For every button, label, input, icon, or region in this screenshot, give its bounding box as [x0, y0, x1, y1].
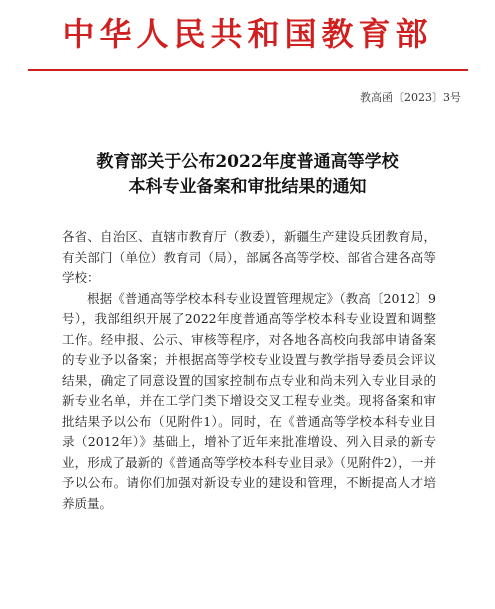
- title-line-2: 本科专业备案和审批结果的通知: [128, 177, 367, 197]
- red-divider-line: [28, 69, 468, 71]
- document-title: [0, 150, 495, 200]
- document-number: 教高函〔2023〕3号: [360, 91, 461, 104]
- document-body: [62, 227, 436, 514]
- salutation: 各省、自治区、直辖市教育厅（教委），新疆生产建设兵团教育局，有关部门（单位）教育司（局），部属各高等学校、部省合建各高等学校：: [62, 229, 436, 285]
- body-paragraph: 根据《普通高等学校本科专业设置管理规定》（教高〔2012〕9号），我部组织开展了2022年度普通高等学校本科专业设置和调整工作。经申报、公示、审核等程序，对各地各高校向我部申请备案的专业予以备案；并根据高等学校专业设置与教学指导委员会评议结果，确定了同意设置的国家控制布点专业和尚未列入专业目录的新专业名单，并在工学门类下增设交叉工程专业类。现将备案和审批结果予以公布（见附件1）。同时，在《普通高等学校本科专业目录（2012年）》基础上，增补了近年来批准增设、列入目录的新专业，形成了最新的《普通高等学校本科专业目录》（见附件2），一并予以公布。请你们加强对新设专业的建设和管理，不断提高人才培养质量。: [62, 290, 436, 511]
- title-line-1: 教育部关于公布2022年度普通高等学校: [96, 152, 399, 172]
- ministry-masthead: 中华人民共和国教育部: [62, 15, 433, 53]
